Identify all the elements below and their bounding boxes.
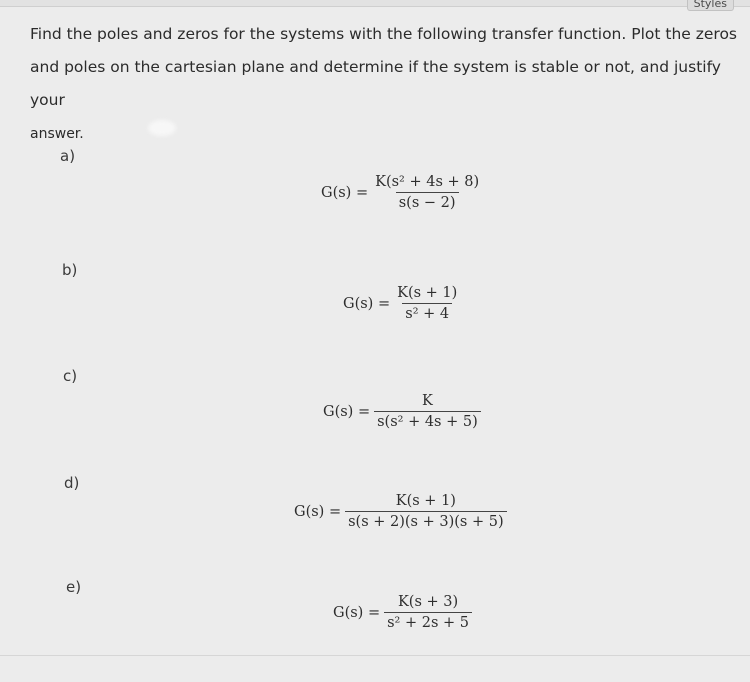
styles-tab[interactable]: Styles — [687, 0, 734, 11]
part-e-denominator: s² + 2s + 5 — [384, 612, 472, 631]
part-a-numerator: K(s² + 4s + 8) — [375, 174, 480, 190]
part-a-equation — [321, 174, 482, 211]
part-e-numerator: K(s + 3) — [397, 594, 459, 610]
part-e-equation — [333, 594, 472, 631]
part-c-lhs: G(s) = — [323, 403, 371, 420]
part-d-lhs: G(s) = — [294, 503, 342, 520]
part-b-label: b) — [62, 261, 78, 279]
part-d-fraction — [345, 493, 507, 530]
part-e-lhs: G(s) = — [333, 604, 381, 621]
bottom-divider — [0, 655, 750, 656]
part-e-fraction — [384, 594, 472, 631]
part-d-equation — [294, 493, 507, 530]
part-c-numerator: K — [422, 393, 433, 409]
part-d-label: d) — [64, 474, 80, 492]
question-last-word: answer. — [30, 126, 84, 142]
part-a-label: a) — [60, 147, 76, 165]
part-d-denominator: s(s + 2)(s + 3)(s + 5) — [345, 511, 507, 530]
part-b-fraction — [394, 285, 460, 322]
part-b-numerator: K(s + 1) — [397, 285, 458, 301]
question-body: Find the poles and zeros for the systems with the following transfer function. Plot the zeros and poles on the cartesian plane and determine if the system is stable or not, and justify your — [30, 25, 737, 109]
top-toolbar-strip — [0, 0, 750, 7]
part-b-equation — [343, 285, 460, 322]
part-c-denominator: s(s² + 4s + 5) — [374, 411, 481, 430]
part-b-denominator: s² + 4 — [402, 303, 452, 322]
question-text — [30, 18, 742, 151]
part-b-lhs: G(s) = — [343, 295, 391, 312]
part-a-fraction — [372, 174, 482, 211]
part-c-label: c) — [63, 367, 78, 385]
part-d-numerator: K(s + 1) — [395, 493, 456, 509]
part-c-equation — [323, 393, 481, 430]
photo-glare — [148, 120, 176, 136]
part-a-lhs: G(s) = — [321, 184, 369, 201]
part-a-denominator: s(s − 2) — [396, 192, 459, 211]
part-c-fraction — [374, 393, 481, 430]
part-e-label: e) — [66, 578, 82, 596]
